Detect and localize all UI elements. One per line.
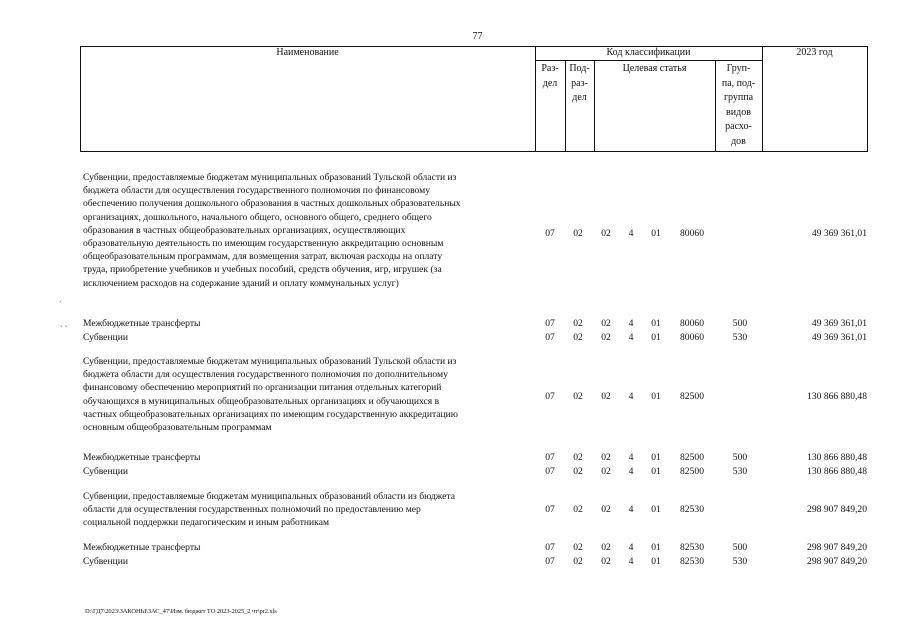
cell-c4: 82530 bbox=[680, 556, 704, 567]
cell-subsection: 02 bbox=[573, 542, 583, 553]
description-line: обеспечению получения дошкольного образования в частных дошкольных образовательных bbox=[83, 198, 461, 210]
cell-amount: 130 866 880,48 bbox=[807, 466, 867, 477]
description-line: Субвенции, предоставляемые бюджетам муниципальных образований Тульской области из bbox=[83, 356, 457, 367]
description-line: Субвенции bbox=[83, 332, 128, 343]
cell-amount: 49 369 361,01 bbox=[811, 318, 867, 329]
description-line: области для осуществления государственных полномочий по предоставлению мер bbox=[83, 504, 421, 516]
cell-c3: 01 bbox=[651, 452, 661, 463]
description-line: частных общеобразовательных организациях по имеющим государственную аккредитацию bbox=[83, 408, 458, 420]
cell-group: 530 bbox=[732, 332, 748, 343]
row-description bbox=[83, 541, 535, 554]
cell-amount: 130 866 880,48 bbox=[807, 452, 867, 463]
cell-c4: 82500 bbox=[680, 466, 704, 477]
cell-amount: 298 907 849,20 bbox=[807, 542, 867, 553]
cell-subsection: 02 bbox=[573, 452, 583, 463]
scan-mark: ˏ ˏ bbox=[60, 318, 68, 327]
cell-c1: 02 bbox=[601, 228, 611, 239]
cell-c1: 02 bbox=[601, 504, 611, 515]
table-header bbox=[80, 46, 867, 152]
description-line: бюджета области для осуществления государственного полномочия по дополнительному bbox=[83, 369, 448, 381]
cell-c1: 02 bbox=[601, 452, 611, 463]
cell-c3: 01 bbox=[651, 318, 661, 329]
row-description bbox=[83, 355, 535, 434]
cell-c1: 02 bbox=[601, 466, 611, 477]
description-line: Субвенции, предоставляемые бюджетам муниципальных образований Тульской области из bbox=[83, 172, 457, 183]
cell-c4: 80060 bbox=[680, 332, 704, 343]
cell-c4: 80060 bbox=[680, 318, 704, 329]
row-description bbox=[83, 331, 535, 344]
row-description bbox=[83, 451, 535, 464]
description-line: труда, приобретение учебников и учебных пособий, средств обучения, игр, игрушек (за bbox=[83, 264, 442, 276]
cell-group: 500 bbox=[732, 318, 748, 329]
cell-subsection: 02 bbox=[573, 391, 583, 402]
cell-section: 07 bbox=[545, 504, 555, 515]
cell-c1: 02 bbox=[601, 318, 611, 329]
cell-c3: 01 bbox=[651, 504, 661, 515]
column-header-section: Раз- дел bbox=[541, 63, 559, 89]
cell-amount: 49 369 361,01 bbox=[811, 332, 867, 343]
cell-c3: 01 bbox=[651, 556, 661, 567]
cell-c2: 4 bbox=[628, 391, 634, 402]
scan-mark: ˊ bbox=[59, 300, 62, 309]
cell-group: 530 bbox=[732, 556, 748, 567]
description-line: Межбюджетные трансферты bbox=[83, 318, 201, 329]
cell-c3: 01 bbox=[651, 332, 661, 343]
cell-section: 07 bbox=[545, 452, 555, 463]
cell-group: 500 bbox=[732, 452, 748, 463]
cell-section: 07 bbox=[545, 542, 555, 553]
cell-subsection: 02 bbox=[573, 228, 583, 239]
cell-subsection: 02 bbox=[573, 318, 583, 329]
cell-c1: 02 bbox=[601, 332, 611, 343]
cell-c2: 4 bbox=[628, 228, 634, 239]
cell-c4: 80060 bbox=[680, 228, 704, 239]
cell-c3: 01 bbox=[651, 228, 661, 239]
description-line: Субвенции, предоставляемые бюджетам муниципальных образований области из бюджета bbox=[83, 491, 455, 502]
cell-section: 07 bbox=[545, 332, 555, 343]
description-line: общеобразовательным программам, для возмещения затрат, включая расходы на оплату bbox=[83, 251, 443, 263]
cell-subsection: 02 bbox=[573, 504, 583, 515]
row-description bbox=[83, 490, 535, 530]
description-line: Межбюджетные трансферты bbox=[83, 452, 201, 463]
cell-amount: 298 907 849,20 bbox=[807, 556, 867, 567]
description-line: основным общеобразовательным программам bbox=[83, 422, 272, 434]
description-line: организациях, дошкольного, начального общего, основного общего, среднего общего bbox=[83, 211, 432, 223]
cell-c4: 82530 bbox=[680, 504, 704, 515]
cell-c3: 01 bbox=[651, 391, 661, 402]
description-line: Субвенции bbox=[83, 556, 128, 567]
cell-group: 530 bbox=[732, 466, 748, 477]
row-description bbox=[83, 465, 535, 478]
column-header-subsection: Под- раз- дел bbox=[569, 63, 590, 103]
cell-c2: 4 bbox=[628, 452, 634, 463]
cell-amount: 49 369 361,01 bbox=[811, 228, 867, 239]
cell-c1: 02 bbox=[601, 391, 611, 402]
row-description bbox=[83, 171, 535, 290]
cell-c3: 01 bbox=[651, 466, 661, 477]
description-line: Межбюджетные трансферты bbox=[83, 542, 201, 553]
cell-amount: 298 907 849,20 bbox=[807, 504, 867, 515]
cell-amount: 130 866 880,48 bbox=[807, 391, 867, 402]
cell-c4: 82530 bbox=[680, 542, 704, 553]
cell-c1: 02 bbox=[601, 542, 611, 553]
column-header-name: Наименование bbox=[276, 47, 339, 58]
cell-c4: 82500 bbox=[680, 391, 704, 402]
column-header-classification: Код классификации bbox=[606, 47, 691, 58]
file-path-footer: D:\ГД7\2023\ЗАКОНЫ\ЗАС_47\Изм. бюджет ТО 2023-2025_2 чт\pr2.xls bbox=[85, 608, 277, 615]
description-line: исключением расходов на содержание зданий и оплату коммунальных услуг) bbox=[83, 277, 399, 289]
column-header-target: Целевая статья bbox=[622, 63, 687, 74]
cell-section: 07 bbox=[545, 228, 555, 239]
cell-c2: 4 bbox=[628, 542, 634, 553]
cell-section: 07 bbox=[545, 318, 555, 329]
cell-c2: 4 bbox=[628, 332, 634, 343]
description-line: Субвенции bbox=[83, 466, 128, 477]
description-line: финансовому обеспечению мероприятий по организации питания отдельных категорий bbox=[83, 382, 442, 394]
cell-section: 07 bbox=[545, 466, 555, 477]
cell-c2: 4 bbox=[628, 466, 634, 477]
cell-group: 500 bbox=[732, 542, 748, 553]
column-header-group: Груп- па, под- группа видов расхо- дов bbox=[721, 63, 756, 147]
cell-section: 07 bbox=[545, 556, 555, 567]
cell-c2: 4 bbox=[628, 556, 634, 567]
cell-c4: 82500 bbox=[680, 452, 704, 463]
row-description bbox=[83, 317, 535, 330]
cell-subsection: 02 bbox=[573, 556, 583, 567]
cell-c3: 01 bbox=[651, 542, 661, 553]
description-line: обучающихся в муниципальных общеобразовательных организациях и обучающихся в bbox=[83, 395, 440, 407]
row-description bbox=[83, 555, 535, 568]
cell-c2: 4 bbox=[628, 504, 634, 515]
cell-subsection: 02 bbox=[573, 332, 583, 343]
column-header-year: 2023 год bbox=[796, 47, 833, 58]
description-line: образования в частных общеобразовательных организациях, осуществляющих bbox=[83, 224, 406, 236]
cell-c2: 4 bbox=[628, 318, 634, 329]
description-line: социальной поддержки педагогическим и иным работникам bbox=[83, 517, 330, 529]
page-number: 77 bbox=[472, 31, 483, 42]
cell-section: 07 bbox=[545, 391, 555, 402]
cell-c1: 02 bbox=[601, 556, 611, 567]
description-line: образовательную деятельность по имеющим государственную аккредитацию основным bbox=[83, 238, 444, 250]
cell-subsection: 02 bbox=[573, 466, 583, 477]
description-line: бюджета области для осуществления государственного полномочия по финансовому bbox=[83, 185, 431, 197]
